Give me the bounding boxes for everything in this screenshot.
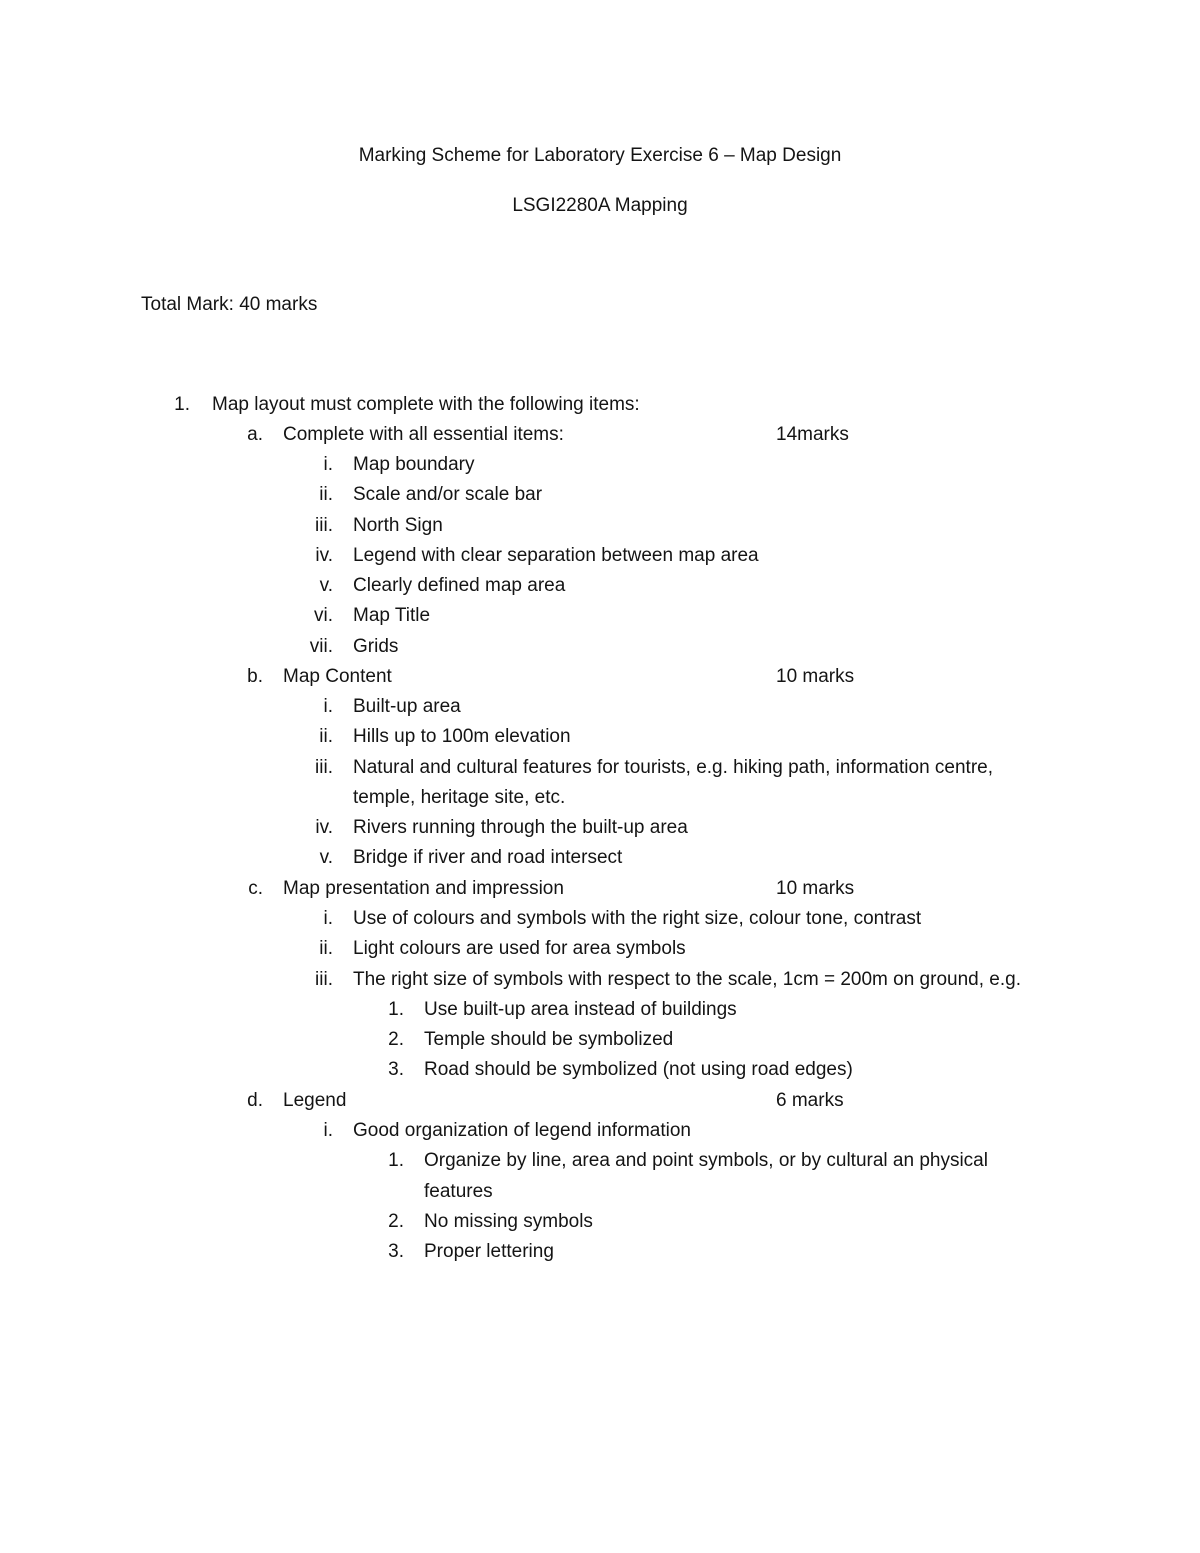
list-item: Light colours are used for area symbols [353,938,686,959]
section-heading: Map layout must complete with the following items: [212,394,640,415]
list-item-number: iv. [315,817,333,838]
list-item-number: i. [323,908,333,929]
list-item-number: vi. [314,605,333,626]
sub-list-item: No missing symbols [424,1211,593,1232]
sub-list-item: Proper lettering [424,1241,554,1262]
list-item-number: iv. [315,545,333,566]
sub-list-item: Organize by line, area and point symbols, or by cultural an physical [424,1150,988,1171]
document-title: Marking Scheme for Laboratory Exercise 6 – Map Design [358,145,842,166]
sub-list-item-number: 2. [388,1029,404,1050]
subsection-b-marks: 10 marks [776,666,855,687]
list-item-number: v. [319,847,333,868]
sub-list-item: Use built-up area instead of buildings [424,999,737,1020]
list-item-number: iii. [315,757,333,778]
subsection-a-label: a. [247,424,263,445]
sub-list-item-number: 1. [388,1150,404,1171]
sub-list-item-continuation: features [424,1181,493,1202]
list-item-number: ii. [319,938,333,959]
list-item: Use of colours and symbols with the right size, colour tone, contrast [353,908,922,929]
subsection-b-label: b. [247,666,263,687]
list-item-number: iii. [315,515,333,536]
list-item: Clearly defined map area [353,575,566,596]
subsection-d-label: d. [247,1090,263,1111]
list-item-number: vii. [309,636,333,657]
list-item: Rivers running through the built-up area [353,817,688,838]
list-item: Hills up to 100m elevation [353,726,571,747]
subsection-c-marks: 10 marks [776,878,855,899]
sub-list-item-number: 1. [388,999,404,1020]
list-item: Map boundary [353,454,475,475]
list-item-number: iii. [315,969,333,990]
list-item: Scale and/or scale bar [353,484,543,505]
list-item: Bridge if river and road intersect [353,847,623,868]
list-item: The right size of symbols with respect to the scale, 1cm = 200m on ground, e.g. [353,969,1021,990]
subsection-c-heading: Map presentation and impression [283,878,564,899]
subsection-b-heading: Map Content [283,666,392,687]
list-item: Map Title [353,605,431,626]
sub-list-item: Temple should be symbolized [424,1029,674,1050]
list-item: Legend with clear separation between map area [353,545,759,566]
subsection-a-marks: 14marks [776,424,849,445]
sub-list-item-number: 3. [388,1059,404,1080]
subsection-d-heading: Legend [283,1090,347,1111]
sub-list-item-number: 3. [388,1241,404,1262]
list-item: Natural and cultural features for tourists, e.g. hiking path, information centre, [353,757,993,778]
list-item-number: i. [323,696,333,717]
list-item-number: ii. [319,484,333,505]
list-item-continuation: temple, heritage site, etc. [353,787,566,808]
list-item: Grids [353,636,399,657]
list-item: North Sign [353,515,443,536]
subsection-c-label: c. [248,878,263,899]
section-number: 1. [174,394,190,415]
list-item-number: i. [323,454,333,475]
list-item: Built-up area [353,696,461,717]
subsection-a-heading: Complete with all essential items: [283,424,564,445]
total-mark: Total Mark: 40 marks [141,294,318,315]
subsection-d-marks: 6 marks [776,1090,844,1111]
list-item-number: v. [319,575,333,596]
sub-list-item-number: 2. [388,1211,404,1232]
course-name: LSGI2280A Mapping [512,195,688,216]
sub-list-item: Road should be symbolized (not using road edges) [424,1059,853,1080]
list-item: Good organization of legend information [353,1120,692,1141]
list-item-number: i. [323,1120,333,1141]
list-item-number: ii. [319,726,333,747]
